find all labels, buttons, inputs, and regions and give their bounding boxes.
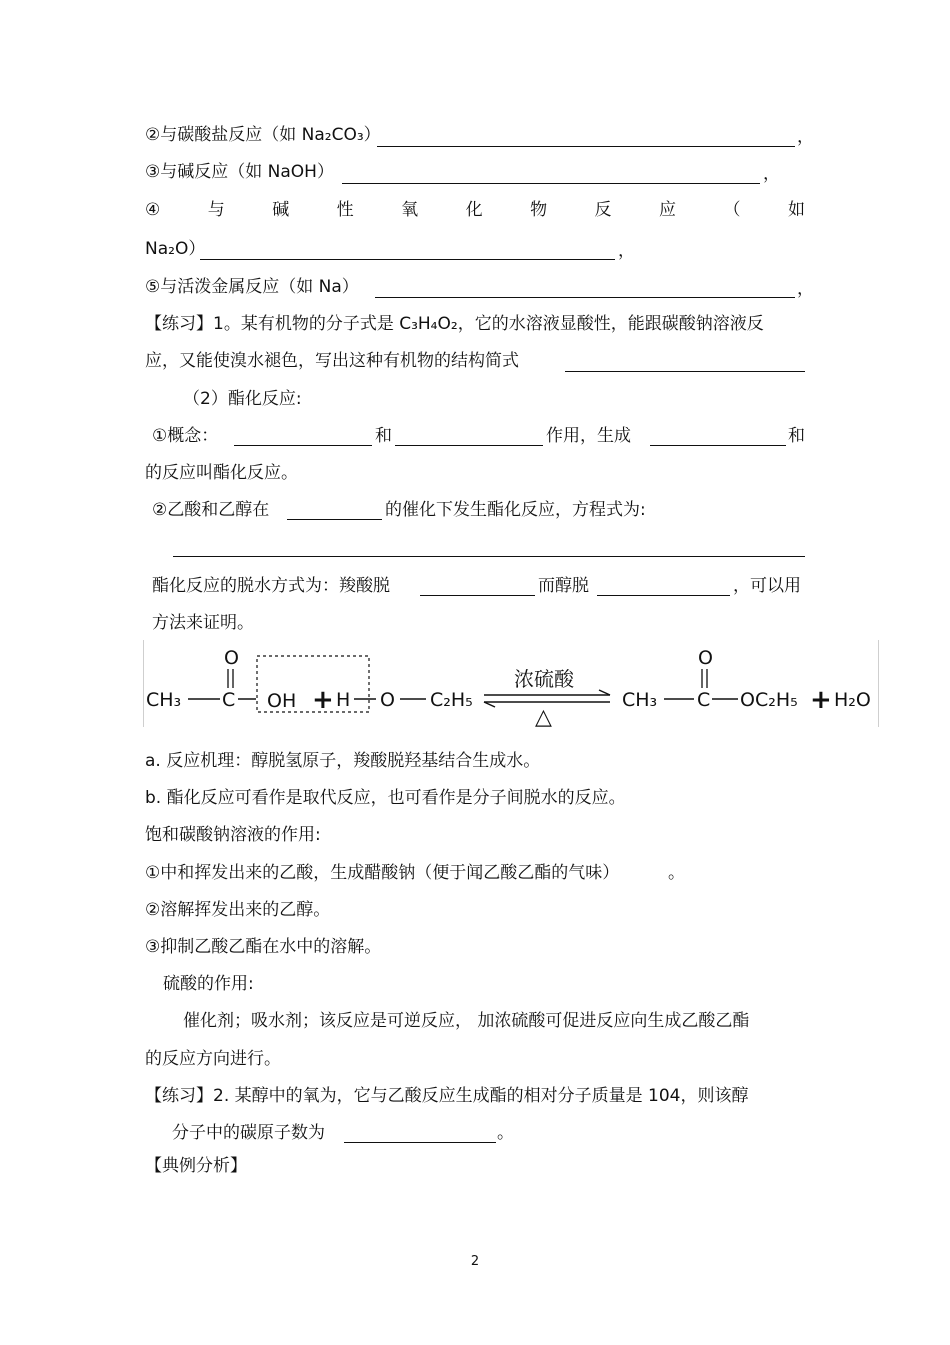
- char: 化: [465, 200, 483, 220]
- eq-catalyst: 浓硫酸: [514, 667, 574, 691]
- answer-blank[interactable]: [650, 445, 786, 446]
- mechanism-b: b. 酯化反应可看作是取代反应，也可看作是分子间脱水的反应。: [145, 788, 626, 808]
- section-heading: （2）酯化反应:: [183, 389, 302, 409]
- role-1: ①中和挥发出来的乙酸，生成醋酸钠（便于闻乙酸乙酯的气味）: [145, 863, 620, 883]
- dehydration-alcohol: 而醇脱: [538, 576, 589, 596]
- eq-o: O: [224, 647, 239, 669]
- char: 物: [530, 200, 548, 220]
- sulfuric-acid-role: 催化剂；吸水剂；该反应是可逆反应， 加浓硫酸可促进反应向生成乙酸乙酯: [183, 1011, 750, 1031]
- answer-blank[interactable]: [420, 595, 535, 596]
- exercise-1-cont: 应，又能使溴水褪色，写出这种有机物的结构简式: [145, 351, 519, 371]
- char: 性: [336, 200, 354, 220]
- eq-ch3: CH₃: [146, 689, 182, 711]
- concept-label: ①概念：: [152, 426, 219, 446]
- answer-blank[interactable]: [344, 1142, 496, 1143]
- answer-blank[interactable]: [597, 595, 730, 596]
- answer-blank[interactable]: [377, 146, 795, 147]
- eq-c2h5: C₂H₅: [430, 689, 473, 711]
- sodium-carbonate-heading: 饱和碳酸钠溶液的作用:: [145, 825, 321, 845]
- role-2: ②溶解挥发出来的乙醇。: [145, 900, 331, 920]
- answer-blank[interactable]: [342, 183, 760, 184]
- eq-oh: OH: [267, 690, 297, 712]
- eq-plus: +: [312, 685, 334, 715]
- mechanism-a: a. 反应机理：醇脱氢原子，羧酸脱羟基结合生成水。: [145, 751, 541, 771]
- line-end-punct: ，: [618, 241, 635, 261]
- eq-heat: △: [535, 705, 552, 727]
- eq-h: H: [336, 689, 351, 711]
- eq-o-product: O: [698, 647, 713, 669]
- exercise-2-end: 。: [497, 1123, 514, 1143]
- answer-blank[interactable]: [200, 259, 615, 260]
- line-basic-oxide: [145, 199, 805, 221]
- page-number: 2: [470, 1254, 480, 1269]
- sulfuric-acid-role-cont: 的反应方向进行。: [145, 1049, 281, 1069]
- exercise-2: 【练习】2. 某醇中的氧为，它与乙酸反应生成酯的相对分子质量是 104，则该醇: [145, 1086, 749, 1106]
- char: 碱: [272, 200, 290, 220]
- role-1-end: 。: [668, 863, 685, 883]
- line-end-punct: ，: [797, 279, 814, 299]
- line-na2o: Na₂O）: [145, 239, 206, 259]
- role-3: ③抑制乙酸乙酯在水中的溶解。: [145, 937, 382, 957]
- sulfuric-acid-heading: 硫酸的作用:: [163, 974, 254, 994]
- answer-blank[interactable]: [395, 445, 543, 446]
- char: 氧: [401, 200, 419, 220]
- equation-svg: [144, 640, 878, 727]
- dehydration-end: ，可以用: [733, 576, 801, 596]
- answer-blank[interactable]: [234, 445, 372, 446]
- esterification-equation: [143, 640, 879, 727]
- eq-ch3-product: CH₃: [622, 689, 658, 711]
- eq-o-2: O: [380, 689, 395, 711]
- concept-and: 和: [375, 426, 392, 446]
- line-metal: ⑤与活泼金属反应（如 Na）: [145, 277, 359, 297]
- answer-blank[interactable]: [565, 371, 805, 372]
- char: ④: [145, 200, 161, 220]
- eq-plus-2: +: [810, 685, 832, 715]
- answer-blank[interactable]: [375, 297, 795, 298]
- equation-blank[interactable]: [173, 556, 805, 557]
- line-end-punct: ，: [763, 164, 780, 184]
- char: 反: [594, 200, 612, 220]
- example-analysis-heading: 【典例分析】: [145, 1156, 247, 1176]
- line-carbonate: ②与碳酸盐反应（如 Na₂CO₃）: [145, 125, 381, 145]
- concept-and-2: 和: [788, 426, 805, 446]
- exercise-1: 【练习】1。某有机物的分子式是 C₃H₄O₂，它的水溶液显酸性，能跟碳酸钠溶液反: [145, 314, 764, 334]
- dehydration-line: 酯化反应的脱水方式为：羧酸脱: [152, 576, 390, 596]
- exercise-2-cont: 分子中的碳原子数为: [172, 1123, 325, 1143]
- eq-c-product: C: [697, 689, 711, 711]
- concept-cont: 的反应叫酯化反应。: [145, 463, 298, 483]
- eq-c: C: [222, 689, 236, 711]
- dehydration-cont: 方法来证明。: [152, 613, 254, 633]
- concept-generate: 作用，生成: [546, 426, 631, 446]
- char: 应: [659, 200, 676, 220]
- char: （: [723, 200, 741, 220]
- answer-blank[interactable]: [287, 519, 382, 520]
- reaction-catalyst-line: ②乙酸和乙醇在: [152, 500, 270, 520]
- line-base: ③与碱反应（如 NaOH）: [145, 162, 334, 182]
- eq-oc2h5: OC₂H₅: [740, 689, 798, 711]
- line-end-punct: ，: [797, 127, 814, 147]
- eq-h2o: H₂O: [834, 689, 871, 711]
- reaction-catalyst-line-cont: 的催化下发生酯化反应，方程式为:: [385, 500, 646, 520]
- char: 与: [207, 200, 225, 220]
- char: 如: [787, 200, 805, 220]
